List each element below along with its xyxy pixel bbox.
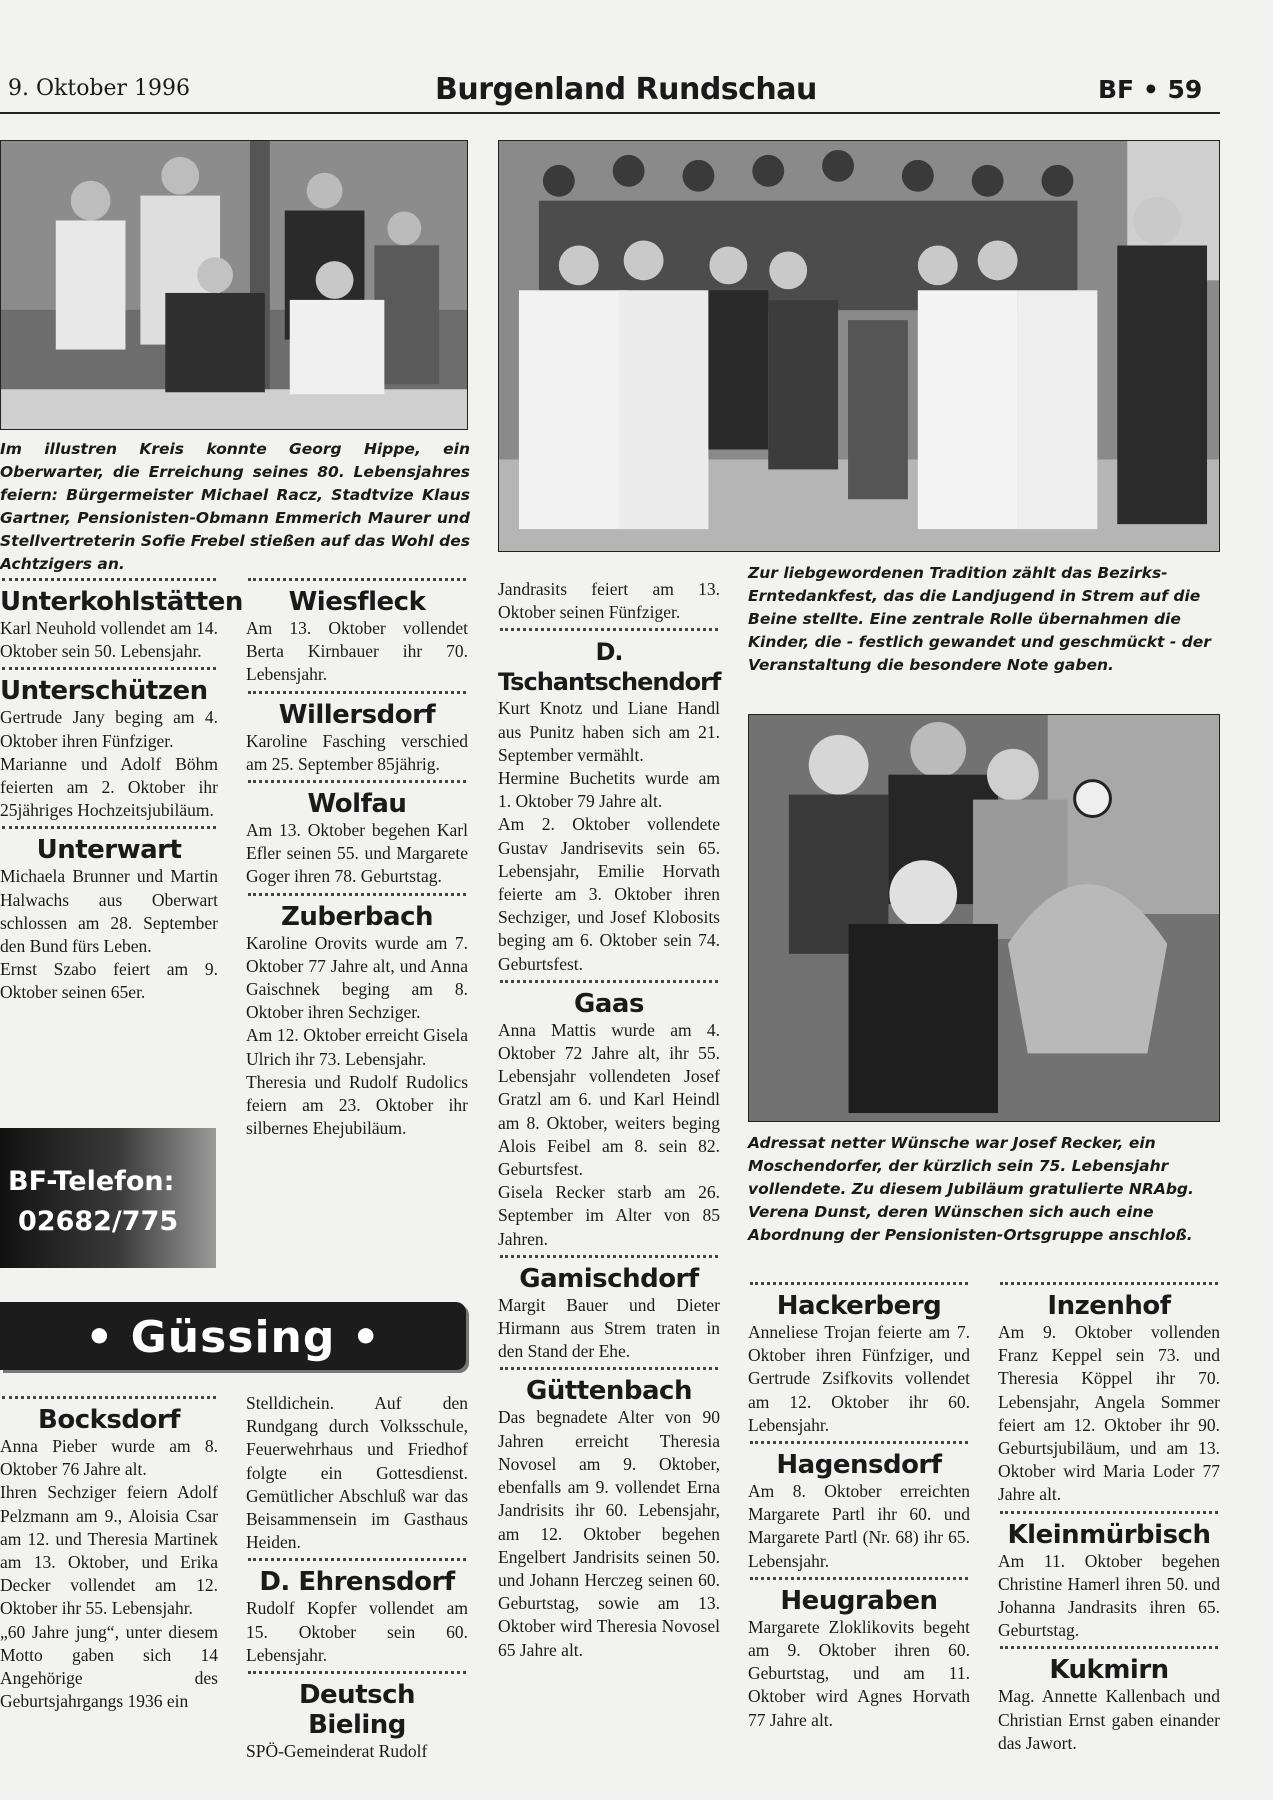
article-wolfau: Am 13. Oktober begehen Karl Efler seinen 55. und Margarete Goger ihren 78. Geburtstag. <box>246 820 468 887</box>
issue-date: 9. Oktober 1996 <box>8 76 191 101</box>
guessing-column-2 <box>246 1392 468 1763</box>
photo-recker-jubilee <box>748 714 1220 1122</box>
heading-kukmirn: Kukmirn <box>1049 1655 1169 1686</box>
heading-deutsch-bieling: Deutsch Bieling <box>298 1680 416 1741</box>
heading-guettenbach: Güttenbach <box>526 1376 692 1407</box>
heading-unterkohlstaetten: Unterkohlstätten <box>0 587 243 617</box>
article-unterwart: Michaela Brunner und Martin Halwachs aus Oberwart schlossen am 28. September den Bund fürs Leben. Ernst Szabo feiert am 9. Oktober seinen 65er. <box>0 866 218 1003</box>
heading-gaas: Gaas <box>574 988 644 1019</box>
heading-zuberbach: Zuberbach <box>280 901 433 932</box>
photo-harvest-caption: Zur liebgewordenen Tradition zählt das Bezirks-Erntedankfest, das die Landjugend in Strem auf die Beine stellte. Eine zentrale Rolle übernahmen die Kinder, die - festlich gewandet und geschmückt - der Veranstaltung die besondere Note gaben. <box>748 564 1211 674</box>
phone-box <box>0 1128 216 1268</box>
heading-kleinmuerbisch: Kleinmürbisch <box>1007 1519 1211 1550</box>
phone-number: 02682/775 <box>18 1206 179 1237</box>
article-unterkohlstaetten: Karl Neuhold vollendet am 14. Oktober sein 50. Lebensjahr. <box>0 618 218 662</box>
heading-wolfau: Wolfau <box>307 789 407 820</box>
article-bocksdorf: Anna Pieber wurde am 8. Oktober 76 Jahre alt. Ihren Sechziger feiern Adolf Pelzmann am 9., Aloisia Csar am 12. und Theresia Martinek am 13. Oktober, und Erika Decker vollendet am 12. Oktober ihr 55. Lebensjahr. „60 Jahre jung“, unter diesem Motto gaben sich 14 Angehörige des Geburtsjahrgangs 1936 ein <box>0 1436 218 1712</box>
heading-gamischdorf: Gamischdorf <box>519 1263 699 1294</box>
header-rule <box>0 112 1220 114</box>
article-bocksdorf-continuation: Stelldichein. Auf den Rundgang durch Volksschule, Feuerwehrhaus und Friedhof folgte ein Gottesdienst. Gemütlicher Abschluß war das Beisammensein im Gasthaus Heiden. <box>246 1393 468 1553</box>
article-wiesfleck: Am 13. Oktober vollendet Berta Kirnbauer ihr 70. Lebensjahr. <box>246 618 468 685</box>
section-banner-guessing <box>0 1302 466 1370</box>
photo-birthday-caption: Im illustren Kreis konnte Georg Hippe, ein Oberwarter, die Erreichung seines 80. Lebensjahres feiern: Bürgermeister Michael Racz, Stadtvize Klaus Gartner, Pensionisten-Obmann Emmerich Maurer und Stellvertreterin Sofie Frebel stießen auf das Wohl des Achtzigers an. <box>0 440 470 573</box>
guessing-column-4 <box>998 1282 1220 1755</box>
article-gaas: Anna Mattis wurde am 4. Oktober 72 Jahre alt, ihr 55. Lebensjahr vollendeten Josef Gratzl am 6. und Karl Heindl am 8. Oktober, weiters beging Alois Feibel am 8. sein 82. Geburtsfest. Gisela Recker starb am 26. September im Alter von 85 Jahren. <box>498 1019 720 1249</box>
section-banner-text: • Güssing • <box>85 1312 381 1363</box>
article-zuberbach: Karoline Orovits wurde am 7. Oktober 77 Jahre alt, und Anna Gaischnek beging am 8. Oktober ihren Sechziger. Am 12. Oktober erreicht Gisela Ulrich ihr 73. Lebensjahr. Theresia und Rudolf Rudolics feiern am 23. Oktober ihr silbernes Ehejubiläum. <box>246 932 468 1139</box>
photo-recker-caption: Adressat netter Wünsche war Josef Recker, ein Moschendorfer, der kürzlich sein 75. Lebensjahr vollendete. Zu diesem Jubiläum gratulierte NRAbg. Verena Dunst, deren Wünschen sich auch eine Abordnung der Pensionisten-Ortsgruppe anschloß. <box>748 1134 1194 1244</box>
article-kukmirn: Mag. Annette Kallenbach und Christian Ernst gaben einander das Jawort. <box>998 1686 1220 1753</box>
article-kleinmuerbisch: Am 11. Oktober begehen Christine Hamerl ihren 50. und Johanna Jandrasits ihren 65. Geburtstag. <box>998 1550 1220 1641</box>
article-unterschuetzen: Gertrude Jany beging am 4. Oktober ihren Fünfziger. Marianne und Adolf Böhm feierten am 2. Oktober ihr 25jähriges Hochzeitsjubiläum. <box>0 707 218 821</box>
heading-willersdorf: Willersdorf <box>278 699 436 730</box>
article-hackerberg: Anneliese Trojan feierte am 7. Oktober ihren Fünfziger, und Gertrude Zsifkovits vollendet am 12. Oktober ihr 60. Lebensjahr. <box>748 1322 970 1435</box>
heading-bocksdorf: Bocksdorf <box>38 1405 180 1435</box>
article-deutsch-bieling: SPÖ-Gemeinderat Rudolf <box>246 1741 428 1762</box>
article-gamischdorf: Margit Bauer und Dieter Hirmann aus Strem traten in den Stand der Ehe. <box>498 1294 720 1362</box>
column-2 <box>246 578 468 1140</box>
heading-d-ehrensdorf: D. Ehrensdorf <box>259 1567 455 1598</box>
photo-harvest-festival <box>498 140 1220 552</box>
heading-inzenhof: Inzenhof <box>1047 1291 1171 1321</box>
newspaper-title: Burgenland Rundschau <box>435 72 817 107</box>
article-inzenhof: Am 9. Oktober vollenden Franz Keppel sein 73. und Theresia Köppel ihr 70. Lebensjahr, Angela Sommer feiert am 12. Oktober ihr 90. Geburtsjubiläum, und am 13. Oktober wird Maria Loder 77 Jahre alt. <box>998 1322 1220 1505</box>
guessing-column-1 <box>0 1396 218 1713</box>
article-heugraben: Margarete Zloklikovits begeht am 9. Oktober ihren 60. Geburtstag, und am 11. Oktober wird Agnes Horvath 77 Jahre alt. <box>748 1616 970 1730</box>
heading-d-tschantschendorf: D. Tschantschendorf <box>498 638 721 697</box>
column-3 <box>498 578 720 1662</box>
article-hagensdorf: Am 8. Oktober erreichten Margarete Partl ihr 60. und Margarete Partl (Nr. 68) ihr 65. Lebensjahr. <box>748 1481 970 1571</box>
article-continuation: Jandrasits feiert am 13. Oktober seinen Fünfziger. <box>498 579 720 623</box>
article-d-ehrensdorf: Rudolf Kopfer vollendet am 15. Oktober sein 60. Lebensjahr. <box>246 1598 468 1665</box>
article-willersdorf: Karoline Fasching verschied am 25. September 85jährig. <box>246 730 468 774</box>
heading-wiesfleck: Wiesfleck <box>288 587 426 617</box>
heading-heugraben: Heugraben <box>780 1585 938 1616</box>
guessing-column-3 <box>748 1282 970 1732</box>
phone-label: BF-Telefon: <box>8 1166 175 1197</box>
heading-hagensdorf: Hagensdorf <box>776 1450 942 1481</box>
heading-unterschuetzen: Unterschützen <box>0 676 208 707</box>
column-1 <box>0 578 243 1005</box>
article-d-tschantschendorf: Kurt Knotz und Liane Handl aus Punitz haben sich am 21. September vermählt. Hermine Buchetits wurde am 1. Oktober 79 Jahre alt. Am 2. Oktober vollendete Gustav Jandrisevits sein 65. Lebensjahr, Emilie Horvath feierte am 3. Oktober ihren Sechziger, und Josef Klobosits beging am 6. Oktober sein 74. Geburtsfest. <box>498 698 720 974</box>
page-label: BF • 59 <box>1098 75 1203 104</box>
article-guettenbach: Das begnadete Alter von 90 Jahren erreicht Theresia Novosel am 9. Oktober, ebenfalls am 9. vollendet Erna Jandrisits ihr 60. Lebensjahr, am 12. Oktober begehen Engelbert Jandrisits seinen 50. und Johann Herczeg seinen 60. Geburtstag, sowie am 13. Oktober wird Theresia Novosel 65 Jahre alt. <box>498 1407 720 1660</box>
heading-hackerberg: Hackerberg <box>776 1291 942 1321</box>
heading-unterwart: Unterwart <box>36 835 182 866</box>
photo-birthday-group <box>0 140 468 430</box>
